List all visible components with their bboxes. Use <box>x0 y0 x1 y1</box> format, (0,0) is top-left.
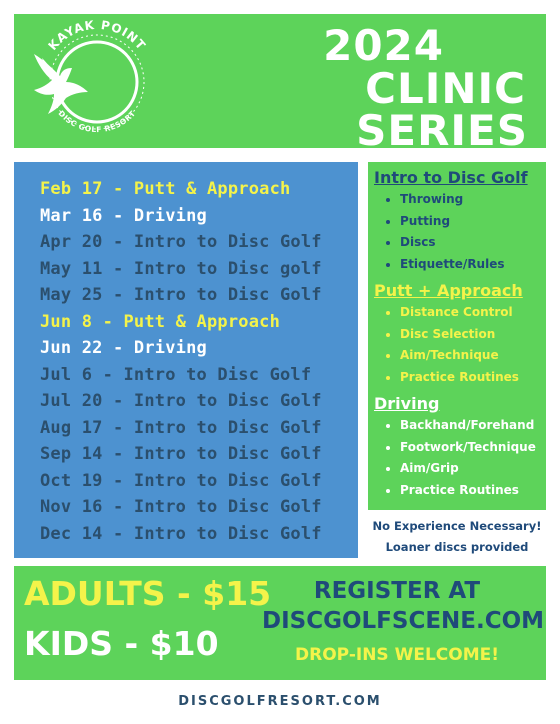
schedule-item: May 11 - Intro to Disc golf <box>40 258 322 279</box>
register-website-link[interactable]: DISCGOLFSCENE.COM <box>262 608 545 634</box>
schedule-item: Oct 19 - Intro to Disc Golf <box>40 470 322 491</box>
note-text <box>368 516 546 558</box>
note-line-1: No Experience Necessary! <box>372 519 542 533</box>
schedule-item: Apr 20 - Intro to Disc Golf <box>40 232 322 252</box>
kids-price: KIDS - $10 <box>24 624 219 663</box>
footer-banner <box>14 566 546 680</box>
register-line-1: REGISTER AT <box>313 578 481 604</box>
list-item: • Aim/Technique <box>400 345 546 367</box>
schedule-list <box>14 162 358 547</box>
schedule-panel <box>14 162 358 558</box>
adults-price: ADULTS - $15 <box>24 574 272 613</box>
schedule-item: May 25 - Intro to Disc Golf <box>40 285 322 305</box>
header-banner <box>14 14 546 155</box>
svg-text:DISC GOLF RESORT: DISC GOLF RESORT <box>56 108 138 135</box>
note-line-2: Loaner discs provided <box>385 540 529 554</box>
register-info <box>262 576 545 670</box>
schedule-item: Jun 22 - Driving <box>40 338 207 358</box>
schedule-item: Aug 17 - Intro to Disc Golf <box>40 417 322 438</box>
schedule-item: Jul 20 - Intro to Disc Golf <box>40 391 322 411</box>
schedule-item: Nov 16 - Intro to Disc Golf <box>40 497 322 517</box>
list-item: • Discs <box>400 232 546 254</box>
schedule-item: Dec 14 - Intro to Disc Golf <box>40 523 322 544</box>
title-line-2: SERIES <box>356 106 528 155</box>
title-year: 2024 <box>323 21 444 70</box>
schedule-item: Jul 6 - Intro to Disc Golf <box>40 364 312 385</box>
list-item: • Practice Routines <box>400 367 546 389</box>
drop-ins-text: DROP-INS WELCOME! <box>295 645 499 665</box>
list-item: • Putting <box>400 211 546 233</box>
list-item: • Disc Selection <box>400 324 546 346</box>
schedule-item: Feb 17 - Putt & Approach <box>40 179 291 199</box>
list-item: • Practice Routines <box>400 480 546 502</box>
schedule-item: Mar 16 - Driving <box>40 205 207 226</box>
page-title <box>323 21 528 155</box>
list-item: • Footwork/Technique <box>400 437 546 459</box>
list-item: • Etiquette/Rules <box>400 254 546 276</box>
kayak-point-logo <box>22 18 172 144</box>
schedule-item: Jun 8 - Putt & Approach <box>40 311 281 332</box>
topics-panel <box>368 162 546 510</box>
list-item: • Throwing <box>400 189 546 211</box>
title-line-1: CLINIC <box>365 64 526 113</box>
svg-text:KAYAK POINT: KAYAK POINT <box>45 18 149 53</box>
schedule-item: Sep 14 - Intro to Disc Golf <box>40 444 322 464</box>
driving-heading: Driving <box>374 394 440 413</box>
intro-heading: Intro to Disc Golf <box>374 168 528 187</box>
putt-heading: Putt + Approach <box>374 281 523 300</box>
website-link[interactable]: DISCGOLFRESORT.COM <box>178 694 382 709</box>
list-item: • Backhand/Forehand <box>400 415 546 437</box>
list-item: • Aim/Grip <box>400 458 546 480</box>
list-item: • Distance Control <box>400 302 546 324</box>
